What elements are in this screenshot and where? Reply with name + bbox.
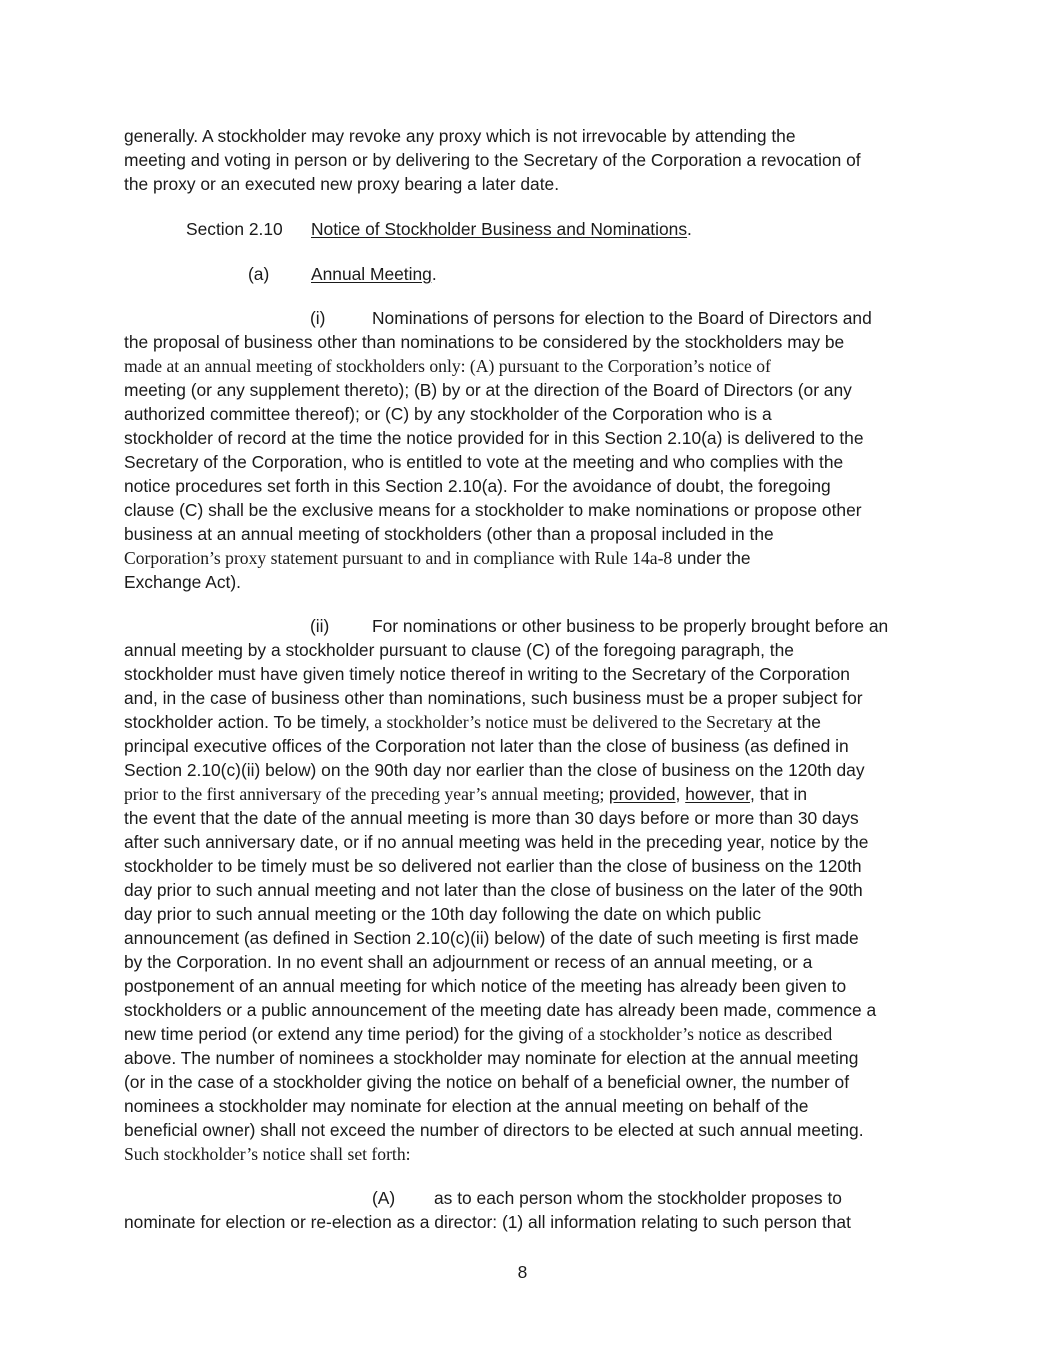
para-ii-line: principal executive offices of the Corporation not later than the close of business (as defined in [124,736,849,756]
para-ii-last-line: Such stockholder’s notice shall set forth: [124,1144,411,1164]
para-i-line: meeting (or any supplement thereto); (B) by or at the direction of the Board of Directors (or any [124,380,852,400]
para-A-label: (A) [372,1188,396,1208]
para-ii-line: day prior to such annual meeting and not later than the close of business on the later of the 90th [124,880,863,900]
provided-term: provided [608,784,676,804]
para-i-line-10 [124,546,751,570]
section-title [311,217,692,241]
para-ii-line-5-serif: a stockholder’s notice must be delivered to the Secretary [369,712,773,732]
para-ii-line: announcement (as defined in Section 2.10(c)(ii) below) of the date of such meeting is first made [124,928,859,948]
para-ii-line: postponement of an annual meeting for which notice of the meeting has already been given to [124,976,847,996]
para-ii-line: stockholder must have given timely notice thereof in writing to the Secretary of the Corporation [124,664,850,684]
para-i-last-line: Exchange Act). [124,572,241,592]
para-ii-line-18 [124,1022,832,1046]
para-i-line: Secretary of the Corporation, who is entitled to vote at the meeting and who complies with the [124,452,844,472]
section-title-text: Notice of Stockholder Business and Nominations [311,219,688,239]
para-i-line-10-serif: Corporation’s proxy statement pursuant to and in compliance with Rule 14a-8 [124,548,673,568]
subsection-label: (a) [248,264,270,284]
para-i-line: the proposal of business other than nominations to be considered by the stockholders may be [124,332,845,352]
subsection-title [311,262,437,286]
however-term: however [685,784,750,804]
para-ii-line-5 [124,710,821,734]
para-ii-line: day prior to such annual meeting or the 10th day following the date on which public [124,904,762,924]
para-ii-line-18-serif: of a stockholder’s notice as described [563,1024,833,1044]
para-ii-line-8-end: , that in [749,784,808,804]
para-i-first-line: Nominations of persons for election to the Board of Directors and [372,308,872,328]
para-ii-line-8 [124,782,807,806]
para-ii-line: (or in the case of a stockholder giving the notice on behalf of a beneficial owner, the number of [124,1072,850,1092]
section-number: Section 2.10 [186,219,283,239]
para-ii-line-5-sans: stockholder action. To be timely, [124,712,370,732]
para-ii-label: (ii) [310,616,330,636]
para-ii-line: above. The number of nominees a stockholder may nominate for election at the annual meeting [124,1048,859,1068]
para-A-first-line: as to each person whom the stockholder proposes to [434,1188,842,1208]
para-ii-line-8-serif: prior to the first anniversary of the preceding year’s annual meeting; [124,784,609,804]
para-i-line: made at an annual meeting of stockholders only: (A) pursuant to the Corporation’s notice of [124,356,771,376]
para-ii-line-18-sans: new time period (or extend any time period) for the giving [124,1024,564,1044]
intro-line-2: meeting and voting in person or by delivering to the Secretary of the Corporation a revocation of [124,150,861,170]
section-title-period: . [687,219,692,239]
para-ii-line: the event that the date of the annual meeting is more than 30 days before or more than 30 days [124,808,859,828]
intro-line-1: generally. A stockholder may revoke any proxy which is not irrevocable by attending the [124,126,796,146]
para-ii-line: annual meeting by a stockholder pursuant to clause (C) of the foregoing paragraph, the [124,640,794,660]
intro-line-3: the proxy or an executed new proxy bearing a later date. [124,174,560,194]
para-ii-line: Section 2.10(c)(ii) below) on the 90th day nor earlier than the close of business on the 120th day [124,760,865,780]
para-ii-line-8-comma: , [675,784,686,804]
para-i-line-10-sans: under the [672,548,751,568]
para-i-label: (i) [310,308,326,328]
page-number: 8 [517,1262,528,1282]
para-ii-line: stockholders or a public announcement of the meeting date has already been made, commence a [124,1000,877,1020]
para-ii-line: by the Corporation. In no event shall an adjournment or recess of an annual meeting, or a [124,952,813,972]
subsection-title-period: . [431,264,437,284]
para-ii-line: nominees a stockholder may nominate for election at the annual meeting on behalf of the [124,1096,809,1116]
para-ii-line: beneficial owner) shall not exceed the number of directors to be elected at such annual meeting. [124,1120,864,1140]
para-ii-line: stockholder to be timely must be so delivered not earlier than the close of business on the 120th [124,856,862,876]
para-A-second-line: nominate for election or re-election as a director: (1) all information relating to such person that [124,1212,851,1232]
para-ii-first-line: For nominations or other business to be properly brought before an [372,616,889,636]
para-i-line: authorized committee thereof); or (C) by any stockholder of the Corporation who is a [124,404,772,424]
para-ii-line-5-end: at the [772,712,821,732]
para-i-line: notice procedures set forth in this Section 2.10(a). For the avoidance of doubt, the foregoing [124,476,831,496]
para-i-line: stockholder of record at the time the notice provided for in this Section 2.10(a) is delivered to the [124,428,864,448]
subsection-title-text: Annual Meeting [311,264,432,284]
para-ii-line: after such anniversary date, or if no annual meeting was held in the preceding year, notice by the [124,832,869,852]
para-i-line: clause (C) shall be the exclusive means for a stockholder to make nominations or propose other [124,500,862,520]
para-i-line: business at an annual meeting of stockholders (other than a proposal included in the [124,524,774,544]
para-ii-line: and, in the case of business other than nominations, such business must be a proper subject for [124,688,863,708]
